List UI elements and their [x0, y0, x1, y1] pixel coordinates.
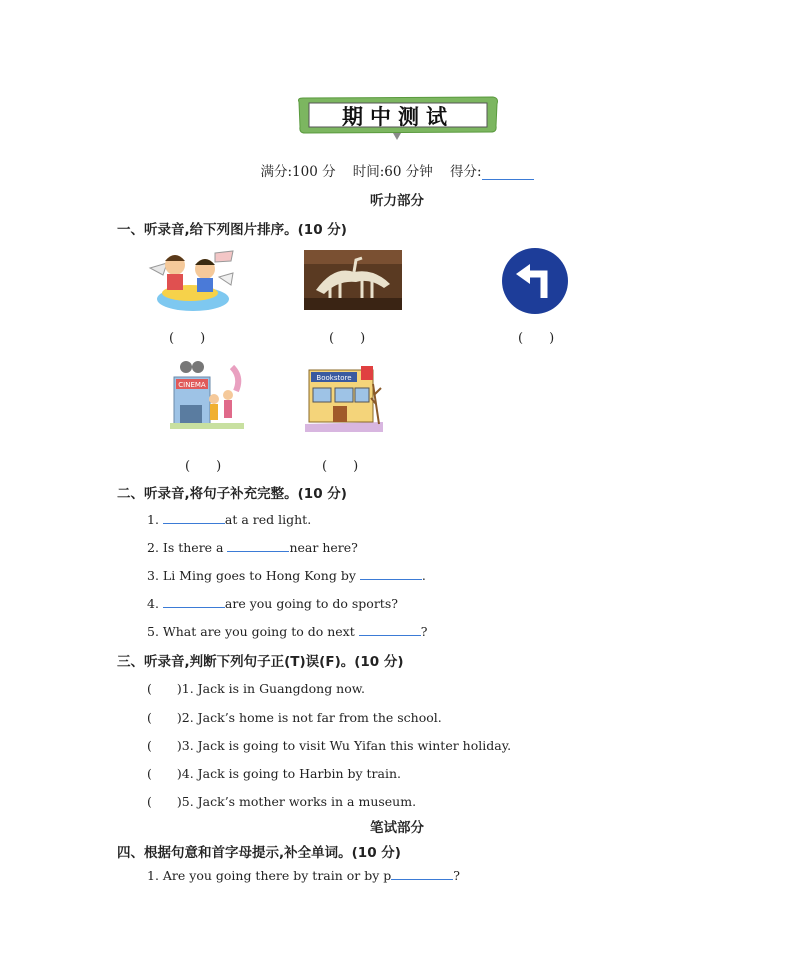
sentence-post: . [421, 568, 426, 583]
sentence-pre: 2. Is there a [147, 540, 228, 555]
sentence-pre: 1. [147, 512, 163, 527]
time-limit: 时间:60 分钟 [352, 164, 433, 180]
bookstore-sign-text: Bookstore [316, 374, 352, 382]
page-title: 期中测试 [342, 105, 454, 129]
pic1-answer-paren[interactable]: ( ) [169, 331, 206, 346]
answer-blank[interactable] [163, 511, 225, 524]
cinema-sign-text: CINEMA [178, 381, 206, 389]
true-false-item-3[interactable]: ( )3. Jack is going to visit Wu Yifan this winter holiday. [147, 738, 512, 753]
section3-heading: 三、听录音,判断下列句子正(T)误(F)。(10 分) [117, 654, 404, 670]
fill-sentence-2 [147, 539, 358, 555]
section4-heading: 四、根据句意和首字母提示,补全单词。(10 分) [117, 845, 401, 861]
pic4-answer-paren[interactable]: ( ) [185, 459, 222, 474]
fill-sentence-5 [147, 623, 427, 639]
answer-blank[interactable] [360, 567, 422, 580]
score-label: 得分: [449, 164, 482, 180]
dinosaur-museum-image [304, 250, 402, 310]
pic2-answer-paren[interactable]: ( ) [329, 331, 366, 346]
answer-blank[interactable] [163, 595, 225, 608]
children-playing-image [145, 243, 235, 313]
fill-sentence-4 [147, 595, 398, 611]
score-blank[interactable] [482, 165, 534, 180]
title-banner [297, 96, 499, 136]
true-false-item-5[interactable]: ( )5. Jack’s mother works in a museum. [147, 794, 417, 809]
sentence-post: are you going to do sports? [224, 596, 398, 611]
pic3-answer-paren[interactable]: ( ) [518, 331, 555, 346]
sentence-pre: 4. [147, 596, 163, 611]
writing-part-title: 笔试部分 [370, 820, 424, 836]
word-fill-item-1 [147, 867, 460, 883]
answer-blank[interactable] [359, 623, 421, 636]
answer-blank[interactable] [391, 867, 453, 880]
fill-sentence-1 [147, 511, 311, 527]
listening-part-title: 听力部分 [370, 193, 424, 209]
sentence-post: ? [420, 624, 428, 639]
cinema-image [170, 357, 244, 429]
sentence-pre: 3. Li Ming goes to Hong Kong by [147, 568, 360, 583]
true-false-item-2[interactable]: ( )2. Jack’s home is not far from the school. [147, 710, 442, 725]
pic5-answer-paren[interactable]: ( ) [322, 459, 359, 474]
fill-sentence-3 [147, 567, 426, 583]
sentence-pre: 5. What are you going to do next [147, 624, 359, 639]
score-line [0, 160, 794, 180]
sentence-pre: 1. Are you going there by train or by p [147, 868, 392, 883]
section2-heading: 二、听录音,将句子补充完整。(10 分) [117, 486, 347, 502]
turn-left-sign-image [500, 246, 570, 316]
sentence-post: near here? [289, 540, 358, 555]
full-score: 满分:100 分 [260, 164, 336, 180]
bookstore-image [305, 364, 383, 432]
sentence-post: ? [453, 868, 460, 883]
true-false-item-4[interactable]: ( )4. Jack is going to Harbin by train. [147, 766, 401, 781]
sentence-post: at a red light. [224, 512, 312, 527]
answer-blank[interactable] [227, 539, 289, 552]
section1-heading: 一、听录音,给下列图片排序。(10 分) [117, 222, 347, 238]
true-false-item-1[interactable]: ( )1. Jack is in Guangdong now. [147, 681, 365, 696]
